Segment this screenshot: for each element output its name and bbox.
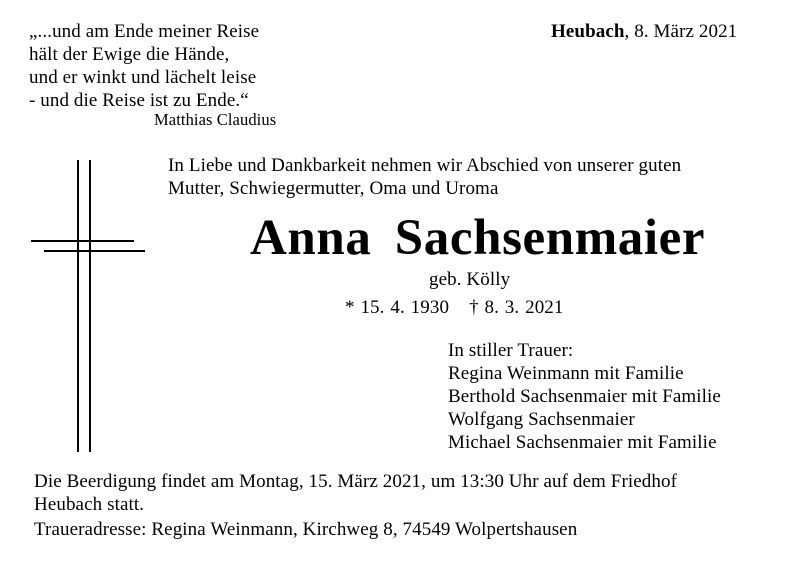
quote-author: Matthias Claudius — [154, 110, 277, 129]
life-dates — [345, 296, 564, 319]
mourners-heading: In stiller Trauer: — [448, 340, 574, 361]
intro-line: Mutter, Schwiegermutter, Oma und Uroma — [168, 178, 499, 199]
funeral-line: Heubach statt. — [34, 494, 145, 515]
quote-line: - und die Reise ist zu Ende.“ — [29, 90, 249, 111]
mourner-name: Berthold Sachsenmaier mit Familie — [448, 386, 721, 407]
maiden-name: geb. Kölly — [429, 269, 511, 290]
intro-text — [168, 154, 681, 200]
mourning-address: Traueradresse: Regina Weinmann, Kirchweg 8, 74549 Wolpertshausen — [34, 519, 578, 540]
cross-horizontal-bar — [44, 250, 145, 252]
cross-vertical-bar — [89, 160, 91, 452]
death-date: † 8. 3. 2021 — [469, 297, 564, 318]
funeral-line: Die Beerdigung findet am Montag, 15. März 2021, um 13:30 Uhr auf dem Friedhof — [34, 471, 678, 492]
mourner-name: Regina Weinmann mit Familie — [448, 363, 684, 384]
funeral-info — [34, 470, 677, 516]
mourner-name: Michael Sachsenmaier mit Familie — [448, 432, 717, 453]
intro-line: In Liebe und Dankbarkeit nehmen wir Abschied von unserer guten — [168, 155, 682, 176]
date: , 8. März 2021 — [624, 21, 738, 42]
quote-line: „...und am Ende meiner Reise — [29, 21, 260, 42]
cross-horizontal-bar — [31, 240, 134, 242]
deceased-name: Anna Sachsenmaier — [250, 210, 706, 266]
quote-line: hält der Ewige die Hände, — [29, 44, 230, 65]
mourner-name: Wolfgang Sachsenmaier — [448, 409, 635, 430]
place: Heubach — [551, 21, 625, 42]
birth-date: * 15. 4. 1930 — [345, 297, 450, 318]
quote-block — [29, 20, 259, 112]
place-date — [551, 20, 737, 43]
mourners-block — [448, 339, 721, 454]
cross-vertical-bar — [77, 160, 79, 452]
quote-line: und er winkt und lächelt leise — [29, 67, 257, 88]
